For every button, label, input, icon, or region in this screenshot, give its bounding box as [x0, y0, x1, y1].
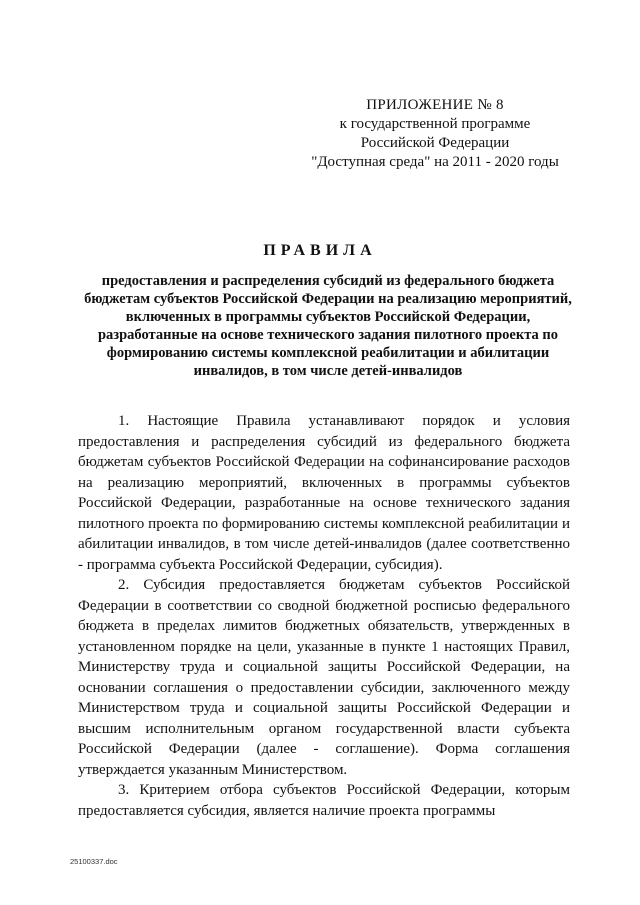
- file-name-footer: 25100337.doc: [70, 857, 118, 866]
- appendix-line-1: к государственной программе: [339, 116, 531, 132]
- document-body: [78, 411, 570, 821]
- appendix-line-2: Российской Федерации: [360, 135, 510, 151]
- paragraph-2: 2. Субсидия предоставляется бюджетам субъектов Российской Федерации в соответствии со сводной бюджетной росписью федерального бюджета в пределах лимитов бюджетных обязательств, утвержденных в установленном порядке на цели, указанные в пункте 1 настоящих Правил, Министерству труда и социальной защиты Российской Федерации, на основании соглашения о предоставлении субсидии, заключенного между Министерством труда и социальной защиты Российской Федерации и высшим исполнительным органом государственной власти субъекта Российской Федерации (далее - соглашение). Форма соглашения утверждается указанным Министерством.: [78, 577, 570, 778]
- document-title: ПРАВИЛА: [263, 242, 377, 259]
- paragraph-3: 3. Критерием отбора субъектов Российской Федерации, которым предоставляется субсидия, является наличие проекта программы: [78, 782, 570, 819]
- appendix-line-3: "Доступная среда" на 2011 - 2020 годы: [311, 154, 559, 170]
- appendix-header: [300, 96, 570, 172]
- paragraph-1: 1. Настоящие Правила устанавливают порядок и условия предоставления и распределения субсидий из федерального бюджета бюджетам субъектов Российской Федерации на софинансирование расходов на реализацию мероприятий, включенных в программы субъектов Российской Федерации, разработанные на основе технического задания пилотного проекта по формированию системы комплексной реабилитации и абилитации инвалидов, в том числе детей-инвалидов (далее соответственно - программа субъекта Российской Федерации, субсидия).: [78, 413, 570, 573]
- appendix-number: ПРИЛОЖЕНИЕ № 8: [366, 97, 504, 113]
- document-subtitle: предоставления и распределения субсидий из федерального бюджета бюджетам субъектов Российской Федерации на реализацию мероприятий, включенных в программы субъектов Российской Федерации, разработанные на основе технического задания пилотного проекта по формированию системы комплексной реабилитации и абилитации инвалидов, в том числе детей-инвалидов: [84, 273, 572, 379]
